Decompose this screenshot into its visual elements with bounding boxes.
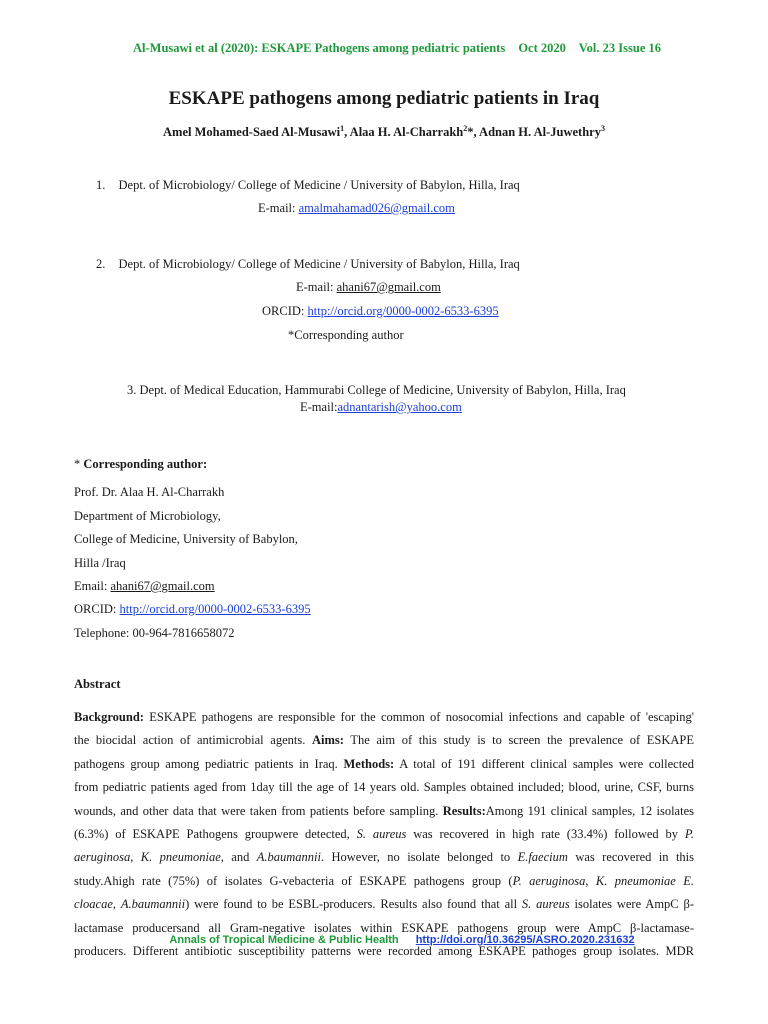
corresponding-star: * xyxy=(467,125,474,140)
abstract-text: The aim of this study is to screen the prevalence of ESKAPE xyxy=(343,733,694,748)
affiliation-1-email-link[interactable]: amalmahamad026@gmail.com xyxy=(298,201,455,215)
aims-label: Aims: xyxy=(311,733,344,748)
corresponding-city: Hilla /Iraq xyxy=(74,556,126,570)
abstract-text: ESKAPE pathogens are responsible for the common of nosocomial infections and capable of 'escaping' xyxy=(143,710,694,724)
abstract-text: wounds, and other data that were taken from patients before sampling. xyxy=(74,803,443,818)
corresponding-telephone: Telephone: 00-964-7816658072 xyxy=(74,626,235,640)
species-name: S. aureus xyxy=(521,897,570,912)
species-name: E.faecium xyxy=(517,850,568,865)
corresponding-orcid-line xyxy=(74,602,311,617)
abstract-text: was recovered in high rate (33.4%) followed by xyxy=(406,826,685,841)
abstract-line xyxy=(74,870,694,893)
affiliation-2-dept: Dept. of Microbiology/ College of Medicine / University of Babylon, Hilla, Iraq xyxy=(118,257,520,271)
corresponding-orcid-link[interactable]: http://orcid.org/0000-0002-6533-6395 xyxy=(119,602,311,616)
page-footer xyxy=(0,934,768,946)
abstract-line xyxy=(74,706,694,729)
abstract-text: study.Ahigh rate (75%) of isolates G-vebacteria of ESKAPE pathogens group ( xyxy=(74,873,513,888)
species-name: cloacae xyxy=(74,897,113,912)
affiliation-1-email-line xyxy=(258,201,455,216)
background-label: Background: xyxy=(74,710,144,724)
author-1-affiliation: 1 xyxy=(340,124,345,133)
abstract-text: ) were found to be ESBL-producers. Results also found that all xyxy=(185,897,522,912)
author-2-affiliation: 2 xyxy=(463,124,468,133)
abstract-line xyxy=(74,846,694,869)
corresponding-name: Prof. Dr. Alaa H. Al-Charrakh xyxy=(74,485,225,499)
author-3-affiliation: 3 xyxy=(600,124,605,133)
abstract-text: the biocidal action of antimicrobial agents. xyxy=(74,733,312,748)
abstract-line xyxy=(74,823,694,846)
abstract-line xyxy=(74,753,694,776)
paper-title: ESKAPE pathogens among pediatric patients in Iraq xyxy=(168,88,600,109)
affiliation-2-email-link[interactable]: ahani67@gmail.com xyxy=(336,280,441,294)
abstract-text: , and xyxy=(220,850,257,865)
abstract-text: . However, no isolate belonged to xyxy=(320,850,518,865)
abstract-text: producers. Different antibiotic susceptibility patterns were recorded among ESKAPE pathoges group isolates. MDR xyxy=(74,943,694,958)
affiliation-2-orcid-link[interactable]: http://orcid.org/0000-0002-6533-6395 xyxy=(307,304,499,318)
corresponding-dept: Department of Microbiology, xyxy=(74,509,221,523)
abstract-heading: Abstract xyxy=(74,677,121,691)
abstract-line xyxy=(74,729,694,752)
corresponding-orcid-label: ORCID: xyxy=(74,602,120,616)
footer-doi-link[interactable]: http://doi.org/10.36295/ASRO.2020.231632 xyxy=(415,934,635,946)
abstract-line xyxy=(74,893,694,916)
abstract-text: isolates were AmpC β- xyxy=(569,897,694,912)
abstract-text: pathogens group among pediatric patients in Iraq. xyxy=(74,756,344,771)
affiliation-2-email-line xyxy=(296,280,441,295)
affiliation-3-email-line xyxy=(300,400,462,415)
affiliation-2 xyxy=(96,257,520,272)
species-name: aeruginosa xyxy=(74,850,131,865)
affiliation-3: 3. Dept. of Medical Education, Hammurabi College of Medicine, University of Babylon, Hilla, Iraq xyxy=(127,383,626,397)
species-name: S. aureus xyxy=(356,826,407,841)
species-name: K. pneumoniae E. xyxy=(595,873,694,888)
affiliation-1-email-label: E-mail: xyxy=(258,201,299,215)
affiliation-1-number: 1. xyxy=(96,178,106,192)
corresponding-college: College of Medicine, University of Babylon, xyxy=(74,532,298,546)
author-list: Amel Mohamed-Saed Al-Musawi$^1$, Alaa H. Al-Charrakh$^2$*, Adnan H. Al-Juwethry$^3$ xyxy=(163,124,605,140)
species-name: K. pneumoniae xyxy=(140,850,221,865)
methods-label: Methods: xyxy=(343,756,395,771)
header-citation: Al-Musawi et al (2020): ESKAPE Pathogens among pediatric patients xyxy=(132,41,506,55)
abstract-text: , xyxy=(130,850,141,865)
affiliation-3-email-label: E-mail: xyxy=(300,400,338,414)
abstract-text: Among 191 clinical samples, 12 isolates xyxy=(485,803,694,818)
abstract-text: A total of 191 different clinical samples were collected xyxy=(394,756,694,771)
species-name: P. xyxy=(684,826,694,841)
abstract-text: from pediatric patients aged from 1day till the age of 14 years old. Samples obtained included; blood, urine, CSF, burns xyxy=(74,780,694,795)
affiliation-1-dept: Dept. of Microbiology/ College of Medicine / University of Babylon, Hilla, Iraq xyxy=(118,178,520,192)
affiliation-2-email-label: E-mail: xyxy=(296,280,337,294)
footer-journal: Annals of Tropical Medicine & Public Health xyxy=(169,934,399,946)
corresponding-heading: Corresponding author: xyxy=(83,457,208,471)
corresponding-email-link[interactable]: ahani67@gmail.com xyxy=(110,579,215,593)
affiliation-3-email-link[interactable]: adnantarish@yahoo.com xyxy=(337,400,462,414)
header-volume: Vol. 23 Issue 16 xyxy=(578,41,661,55)
header-date: Oct 2020 xyxy=(518,41,566,55)
corresponding-heading-line xyxy=(74,457,207,472)
abstract-body xyxy=(74,706,694,963)
author-2: Alaa H. Al-Charrakh xyxy=(349,125,464,140)
abstract-text: (6.3%) of ESKAPE Pathogens groupwere detected, xyxy=(74,826,357,841)
corresponding-email-label: Email: xyxy=(74,579,111,593)
affiliation-1 xyxy=(96,178,520,193)
abstract-text: lactamase producersand all Gram-negative isolates within ESKAPE pathogens group were AmpC β-lactamase- xyxy=(74,920,694,935)
affiliation-2-orcid-label: ORCID: xyxy=(262,304,308,318)
running-header xyxy=(0,41,768,56)
affiliation-2-number: 2. xyxy=(96,257,106,271)
abstract-text: was recovered in this xyxy=(567,850,695,865)
abstract-line xyxy=(74,800,694,823)
abstract-line xyxy=(74,776,694,799)
species-name: A.baumannii xyxy=(120,897,186,912)
corresponding-email-line xyxy=(74,579,215,594)
corresponding-star-mark: * xyxy=(74,457,84,471)
abstract-text: , xyxy=(112,897,121,912)
results-label: Results: xyxy=(442,803,486,818)
corresponding-author-note: *Corresponding author xyxy=(288,328,404,342)
affiliation-2-orcid-line xyxy=(262,304,499,319)
species-name: A.baumannii xyxy=(256,850,321,865)
species-name: P. aeruginosa xyxy=(512,873,586,888)
abstract-text: , xyxy=(585,873,596,888)
author-1: Amel Mohamed-Saed Al-Musawi xyxy=(163,125,341,140)
author-3: Adnan H. Al-Juwethry xyxy=(479,125,601,140)
